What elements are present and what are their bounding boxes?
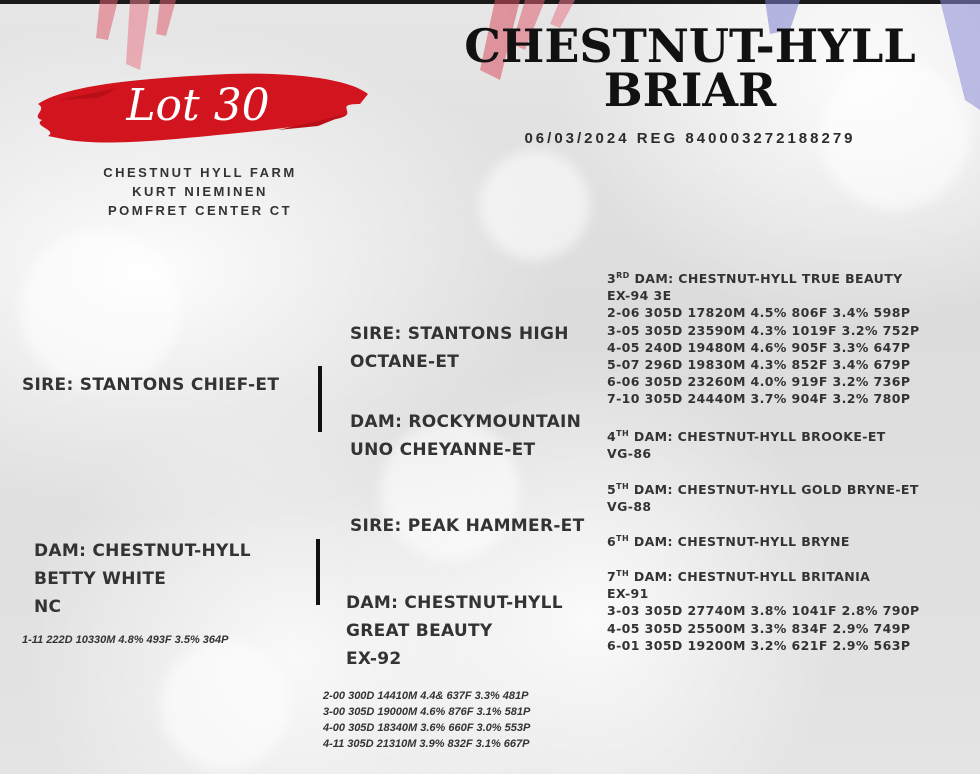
sixth-dam bbox=[607, 533, 850, 550]
farm-location: POMFRET CENTER CT bbox=[107, 203, 293, 218]
dam-line3: NC bbox=[34, 597, 62, 617]
lot-badge bbox=[28, 64, 372, 154]
pedigree-connector bbox=[316, 539, 320, 605]
fourth-dam-name: 4TH DAM: CHESTNUT-HYLL BROOKE-ET bbox=[607, 429, 886, 444]
third-dam-classification: EX-94 3E bbox=[607, 288, 672, 304]
dam-dam-line2: GREAT BEAUTY bbox=[346, 621, 493, 641]
bokeh-light bbox=[160, 640, 290, 770]
third-dam bbox=[607, 270, 920, 408]
sixth-dam-name: 6TH DAM: CHESTNUT-HYLL BRYNE bbox=[607, 534, 850, 549]
fifth-dam-classification: VG-88 bbox=[607, 499, 652, 515]
seventh-dam-classification: EX-91 bbox=[607, 586, 649, 602]
record-line: 6-01 305D 19200M 3.2% 621F 2.9% 563P bbox=[607, 637, 911, 653]
record-line: 4-05 305D 25500M 3.3% 834F 2.9% 749P bbox=[607, 620, 911, 636]
seventh-dam-name: 7TH DAM: CHESTNUT-HYLL BRITANIA bbox=[607, 569, 871, 584]
dam-line2: BETTY WHITE bbox=[34, 569, 167, 589]
seventh-dam bbox=[607, 568, 920, 654]
bokeh-light bbox=[20, 230, 180, 390]
animal-name bbox=[440, 19, 940, 117]
sire: SIRE: STANTONS CHIEF-ET bbox=[22, 375, 280, 395]
animal-name-line1: CHESTNUT-HYLL bbox=[464, 19, 916, 73]
record-line: 4-05 240D 19480M 4.6% 905F 3.3% 647P bbox=[607, 339, 911, 355]
dam-dam-line3: EX-92 bbox=[346, 649, 402, 669]
dam-production-record: 1-11 222D 10330M 4.8% 493F 3.5% 364P bbox=[22, 634, 229, 646]
bokeh-light bbox=[480, 150, 590, 260]
record-line: 7-10 305D 24440M 3.7% 904F 3.2% 780P bbox=[607, 391, 911, 407]
farm-name: CHESTNUT HYLL FARM bbox=[103, 165, 297, 180]
sire-dam-line2: UNO CHEYANNE-ET bbox=[350, 440, 536, 460]
sire-dam-line1: DAM: ROCKYMOUNTAIN bbox=[350, 412, 582, 432]
record-line: 5-07 296D 19830M 4.3% 852F 3.4% 679P bbox=[607, 357, 911, 373]
record-line: 6-06 305D 23260M 4.0% 919F 3.2% 736P bbox=[607, 374, 911, 390]
dam-dam-production-records bbox=[323, 688, 530, 752]
sire-sire-line1: SIRE: STANTONS HIGH bbox=[350, 324, 569, 344]
record-line: 3-00 305D 19000M 4.6% 876F 3.1% 581P bbox=[323, 706, 531, 718]
fifth-dam-name: 5TH DAM: CHESTNUT-HYLL GOLD BRYNE-ET bbox=[607, 482, 919, 497]
fifth-dam bbox=[607, 481, 919, 515]
dam-dam-line1: DAM: CHESTNUT-HYLL bbox=[346, 593, 563, 613]
consignor-info bbox=[60, 163, 340, 220]
birth-date-registration: 06/03/2024 REG 840003272188279 bbox=[524, 130, 856, 147]
pedigree-connector bbox=[318, 366, 322, 432]
sire-dam bbox=[350, 408, 581, 464]
dam-line1: DAM: CHESTNUT-HYLL bbox=[34, 541, 251, 561]
sire-sire bbox=[350, 320, 569, 376]
owner-name: KURT NIEMINEN bbox=[132, 184, 268, 199]
third-dam-name: 3RD DAM: CHESTNUT-HYLL TRUE BEAUTY bbox=[607, 271, 903, 286]
record-line: 3-05 305D 23590M 4.3% 1019F 3.2% 752P bbox=[607, 322, 920, 338]
dam bbox=[34, 537, 251, 621]
animal-name-line2: BRIAR bbox=[603, 63, 777, 117]
dam-sire: SIRE: PEAK HAMMER-ET bbox=[350, 516, 585, 536]
dam-dam bbox=[346, 589, 563, 673]
record-line: 2-00 300D 14410M 4.4& 637F 3.3% 481P bbox=[323, 690, 529, 702]
fourth-dam bbox=[607, 428, 886, 462]
sire-sire-line2: OCTANE-ET bbox=[350, 352, 460, 372]
record-line: 4-11 305D 21310M 3.9% 832F 3.1% 667P bbox=[323, 738, 530, 750]
record-line: 3-03 305D 27740M 3.8% 1041F 2.8% 790P bbox=[607, 603, 920, 619]
record-line: 4-00 305D 18340M 3.6% 660F 3.0% 553P bbox=[323, 722, 531, 734]
record-line: 2-06 305D 17820M 4.5% 806F 3.4% 598P bbox=[607, 305, 911, 321]
fourth-dam-classification: VG-86 bbox=[607, 446, 652, 462]
lot-number: Lot 30 bbox=[126, 80, 270, 131]
